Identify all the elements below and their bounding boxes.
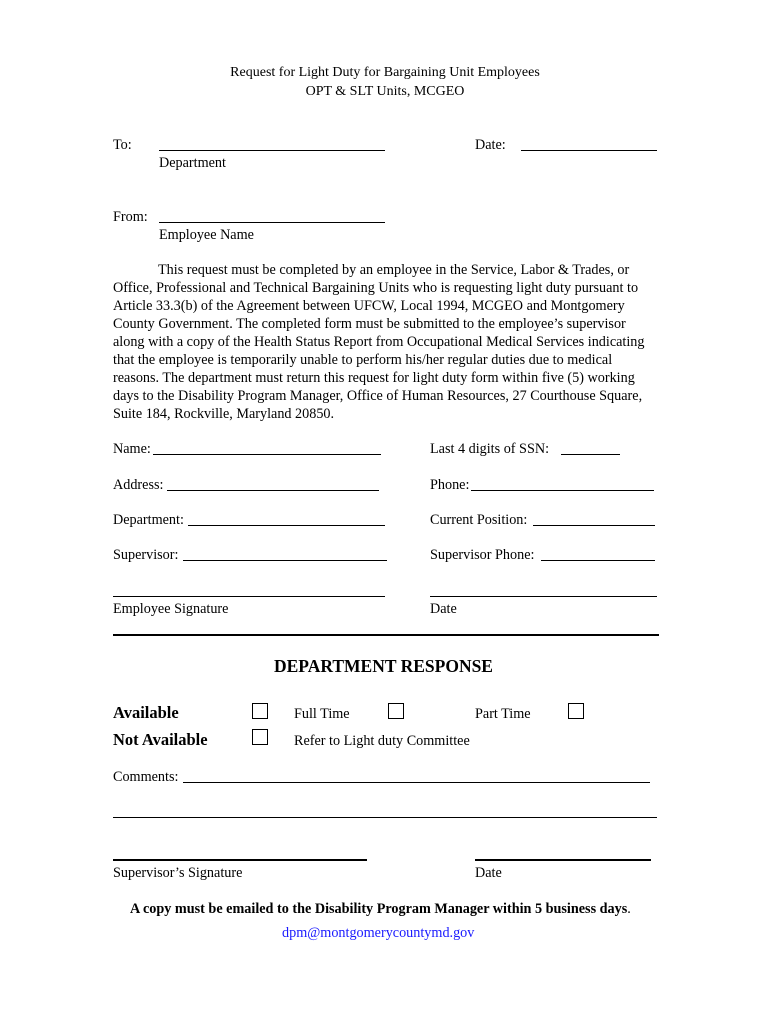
- department-label: Department:: [113, 512, 184, 528]
- email-notice: [130, 902, 631, 916]
- email-notice-text: A copy must be emailed to the Disability Program Manager within 5 business days: [130, 901, 628, 917]
- section-divider: [113, 634, 659, 636]
- name-label: Name:: [113, 441, 151, 457]
- comments-field-line-2[interactable]: [113, 817, 657, 818]
- email-link[interactable]: dpm@montgomerycountymd.gov: [282, 925, 475, 941]
- date-field[interactable]: [521, 150, 657, 151]
- not-available-checkbox[interactable]: [252, 729, 268, 745]
- name-field[interactable]: [153, 454, 381, 455]
- supervisor-date-caption: Date: [475, 865, 502, 881]
- part-time-checkbox[interactable]: [568, 703, 584, 719]
- to-label: To:: [113, 137, 132, 153]
- from-employee-name-field[interactable]: [159, 222, 385, 223]
- supervisor-signature-field[interactable]: [113, 859, 367, 861]
- date-label: Date:: [475, 137, 506, 153]
- comments-field[interactable]: [183, 782, 650, 783]
- department-caption: Department: [159, 155, 226, 171]
- to-department-field[interactable]: [159, 150, 385, 151]
- supervisor-phone-field[interactable]: [541, 560, 655, 561]
- employee-signature-caption: Employee Signature: [113, 601, 229, 617]
- full-time-checkbox[interactable]: [388, 703, 404, 719]
- employee-date-field[interactable]: [430, 596, 657, 597]
- instructions-paragraph: This request must be completed by an employee in the Service, Labor & Trades, or Office, Professional and Technical Bargaining Units who is requesting light duty pursuant to Article 33.3(b) of the Agreement between UFCW, Local 1994, MCGEO and Montgomery County Government. The completed form must be submitted to the employee’s supervisor along with a copy of the Health Status Report from Occupational Medical Services indicating that the employee is temporarily unable to perform his/her regular duties due to medical reasons. The department must return this request for light duty form within five (5) working days to the Disability Program Manager, Office of Human Resources, 27 Courthouse Square, Suite 184, Rockville, Maryland 20850.: [113, 262, 645, 422]
- department-field[interactable]: [188, 525, 385, 526]
- employee-name-caption: Employee Name: [159, 227, 254, 243]
- employee-date-caption: Date: [430, 601, 457, 617]
- phone-label: Phone:: [430, 477, 470, 493]
- email-notice-period: .: [627, 901, 631, 917]
- address-field[interactable]: [167, 490, 379, 491]
- supervisor-field[interactable]: [183, 560, 387, 561]
- supervisor-phone-label: Supervisor Phone:: [430, 547, 535, 563]
- current-position-field[interactable]: [533, 525, 655, 526]
- department-response-heading: DEPARTMENT RESPONSE: [274, 656, 493, 676]
- part-time-label: Part Time: [475, 706, 531, 722]
- form-title: Request for Light Duty for Bargaining Unit Employees: [230, 65, 540, 80]
- ssn-field[interactable]: [561, 454, 620, 455]
- refer-committee-label: Refer to Light duty Committee: [294, 733, 470, 749]
- comments-label: Comments:: [113, 769, 179, 785]
- supervisor-label: Supervisor:: [113, 547, 179, 563]
- available-checkbox[interactable]: [252, 703, 268, 719]
- from-label: From:: [113, 209, 148, 225]
- form-subtitle: OPT & SLT Units, MCGEO: [305, 84, 465, 99]
- full-time-label: Full Time: [294, 706, 350, 722]
- employee-signature-field[interactable]: [113, 596, 385, 597]
- ssn-label: Last 4 digits of SSN:: [430, 441, 550, 457]
- phone-field[interactable]: [471, 490, 654, 491]
- supervisor-signature-caption: Supervisor’s Signature: [113, 865, 243, 881]
- supervisor-date-field[interactable]: [475, 859, 651, 861]
- current-position-label: Current Position:: [430, 512, 528, 528]
- address-label: Address:: [113, 477, 164, 493]
- available-label: Available: [113, 703, 179, 722]
- not-available-label: Not Available: [113, 730, 208, 749]
